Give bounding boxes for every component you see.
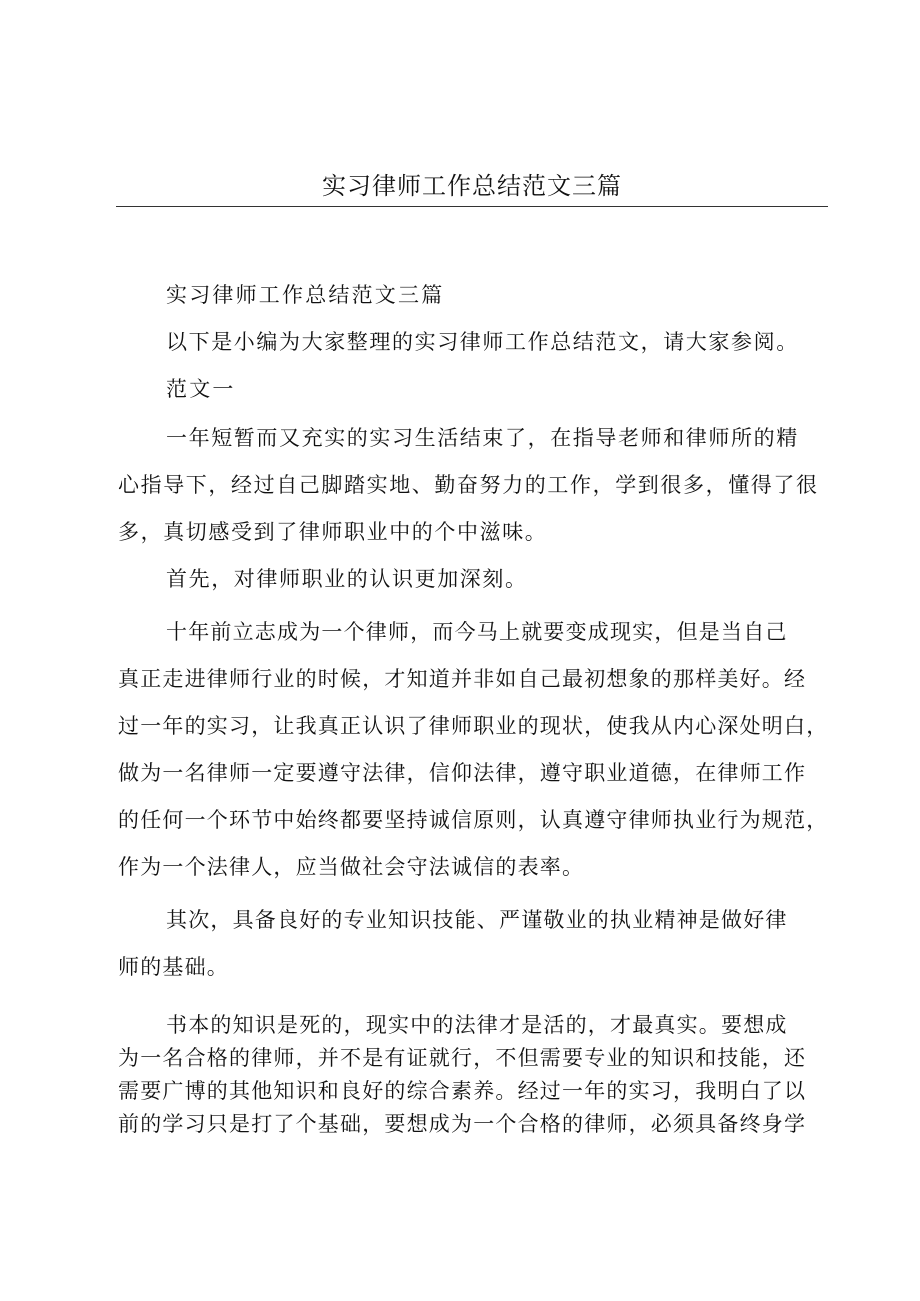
- text-line: 师的基础。: [118, 955, 229, 979]
- text-line: 做为一名律师一定要遵守法律，信仰法律，遵守职业道德，在律师工作: [118, 761, 807, 785]
- text-line: 其次，具备良好的专业知识技能、严谨敬业的执业精神是做好律: [166, 908, 788, 932]
- text-line: 真正走进律师行业的时候，才知道并非如自己最初想象的那样美好。经: [118, 667, 807, 691]
- page-title: 实习律师工作总结范文三篇: [322, 172, 622, 200]
- text-line: 过一年的实习，让我真正认识了律师职业的现状，使我从内心深处明白，: [118, 714, 829, 738]
- text-line: 为一名合格的律师，并不是有证就行，不但需要专业的知识和技能，还: [118, 1046, 807, 1070]
- paragraph-body-2: [118, 556, 830, 603]
- paragraph-intro: [118, 319, 830, 366]
- text-line: 一年短暂而又充实的实习生活结束了，在指导老师和律师所的精: [166, 426, 799, 450]
- text-line: 范文一: [166, 377, 236, 401]
- text-line: 前的学习只是打了个基础，要想成为一个合格的律师，必须具备终身学: [118, 1112, 807, 1136]
- paragraph-body-3: [118, 609, 830, 891]
- paragraph-body-1: [118, 415, 830, 556]
- page-header: [116, 168, 828, 207]
- paragraph-doc-title: [118, 272, 830, 319]
- paragraph-section-heading: [118, 366, 830, 413]
- text-line: 的任何一个环节中始终都要坚持诚信原则，认真遵守律师执业行为规范，: [118, 808, 829, 832]
- text-line: 需要广博的其他知识和良好的综合素养。经过一年的实习，我明白了以: [118, 1079, 807, 1103]
- text-line: 首先，对律师职业的认识更加深刻。: [166, 567, 528, 591]
- text-line: 多，真切感受到了律师职业中的个中滋味。: [118, 520, 548, 544]
- paragraph-body-4: [118, 897, 830, 991]
- text-line: 实习律师工作总结范文三篇: [166, 283, 445, 307]
- text-line: 作为一个法律人，应当做社会守法诚信的表率。: [118, 855, 585, 879]
- text-line: 十年前立志成为一个律师，而今马上就要变成现实，但是当自己: [166, 620, 788, 644]
- text-line: 以下是小编为大家整理的实习律师工作总结范文，请大家参阅。: [166, 330, 799, 354]
- text-line: 心指导下，经过自己脚踏实地、勤奋努力的工作，学到很多，懂得了很: [118, 473, 819, 497]
- paragraph-body-5: [118, 1009, 830, 1141]
- text-line: 书本的知识是死的，现实中的法律才是活的，才最真实。要想成: [166, 1013, 788, 1037]
